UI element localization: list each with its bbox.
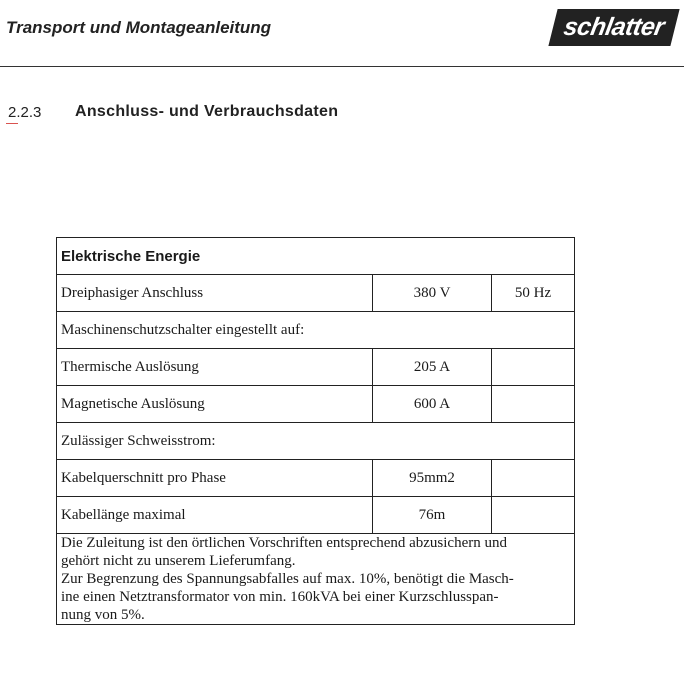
table-heading: Elektrische Energie [57,238,575,275]
table-header-row [57,238,575,275]
row-extra [492,386,575,423]
row-label: Maschinenschutzschalter eingestellt auf: [57,312,575,349]
note-line: nung von 5%. [61,607,145,623]
section-number: 2.2.3 [8,104,42,121]
row-extra [492,349,575,386]
row-label: Zulässiger Schweisstrom: [57,423,575,460]
note-line: Zur Begrenzung des Spannungsabfalles auf max. 10%, benötigt die Masch- [61,571,514,587]
note-line: ine einen Netztransformator von min. 160kVA bei einer Kurzschlusspan- [61,589,499,605]
table-row [57,460,575,497]
row-value: 600 A [373,386,492,423]
schlatter-logo [548,9,679,46]
table-row [57,497,575,534]
logo-text: schlatter [561,13,667,41]
note-line: gehört nicht zu unserem Lieferumfang. [61,553,296,569]
note-line: Die Zuleitung ist den örtlichen Vorschriften entsprechend abzusichern und [61,535,507,551]
row-value: 76m [373,497,492,534]
row-label: Magnetische Auslösung [57,386,373,423]
row-value: 380 V [373,275,492,312]
table-row [57,386,575,423]
table-row [57,275,575,312]
row-value: 95mm2 [373,460,492,497]
table-row [57,423,575,460]
section-title: Anschluss- und Verbrauchsdaten [75,103,339,120]
row-extra: 50 Hz [492,275,575,312]
row-value: 205 A [373,349,492,386]
row-label: Dreiphasiger Anschluss [57,275,373,312]
document-header-title: Transport und Montageanleitung [6,18,272,37]
header-divider [0,66,684,67]
table-note [57,534,575,625]
row-label: Kabelquerschnitt pro Phase [57,460,373,497]
row-label: Thermische Auslösung [57,349,373,386]
table-row [57,312,575,349]
row-extra [492,497,575,534]
electrical-energy-table [56,237,575,625]
row-label: Kabellänge maximal [57,497,373,534]
table-row [57,349,575,386]
row-extra [492,460,575,497]
table-note-row [57,534,575,625]
